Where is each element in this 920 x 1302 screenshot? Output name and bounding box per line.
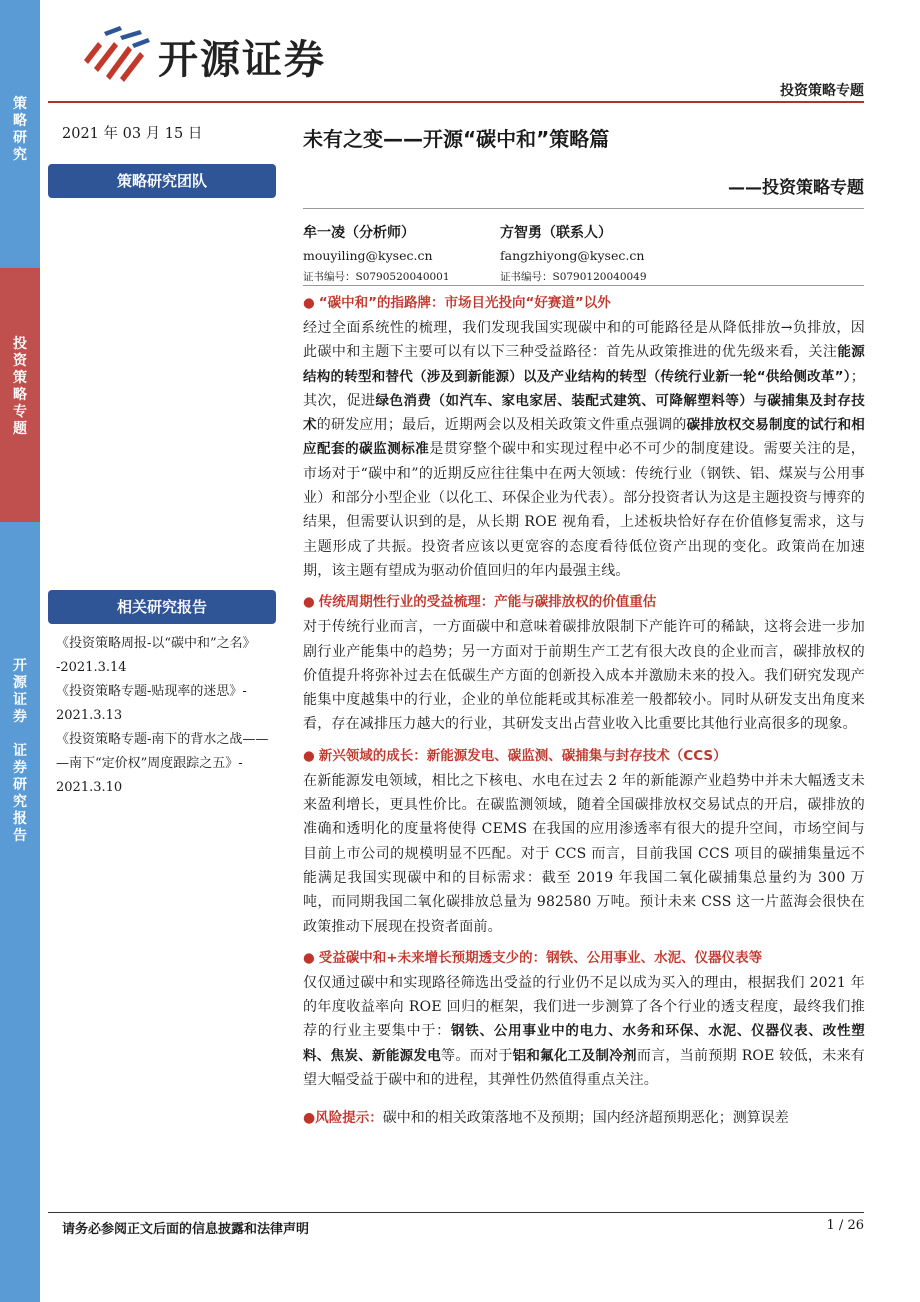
author-name: 方智勇（联系人） (500, 225, 612, 241)
related-reports-banner: 相关研究报告 (48, 590, 276, 624)
header-category: 投资策略专题 (780, 83, 864, 99)
sidebar-char: 开 (13, 658, 27, 674)
risk-text: 碳中和的相关政策落地不及预期；国内经济超预期恶化；测算误差 (382, 1110, 789, 1127)
related-report-item: 2021.3.13 (56, 708, 123, 723)
author-divider (303, 285, 864, 286)
section-paragraph: 对于传统行业而言，一方面碳中和意味着碳排放限制下产能许可的稀缺，这将会进一步加剧行业产能集中的趋势；另一方面对于前期生产工艺有很大改良的企业而言，碳排放权的价值提升将弥补过去在低碳生产方面的创新投入成本并激励未来的投入。我们研究发现产能集中度越集中的行业，企业的单位能耗或其标准差一般都较小。同时从研发支出角度来看，存在减排压力越大的行业，其研发支出占营业收入比重要比其他行业高很多的现象。 (303, 619, 865, 733)
bullet-icon: ● (303, 747, 315, 764)
risk-label: 风险提示： (315, 1110, 383, 1127)
header-divider (48, 101, 864, 103)
related-report-item[interactable]: 《投资策略周报-以“碳中和”之名》 (56, 636, 256, 651)
emphasis-text: 绿色消费（如汽车、家电家居、装配式建筑、可降解塑料等）与碳捕集及封存技术 (303, 392, 866, 434)
sidebar-char: 策 (13, 96, 27, 112)
sidebar-bottom-label (0, 658, 40, 845)
report-title: 未有之变——开源“碳中和”策略篇 (303, 127, 610, 151)
section-paragraph: 在新能源发电领域，相比之下核电、水电在过去 2 年的新能源产业趋势中并未大幅透支未来盈利增长，更具性价比。在碳监测领域，随着全国碳排放权交易试点的开启，碳排放的准确和透明化的度量将使得 CEMS 在我国的应用渗透率有很大的提升空间，市场空间与目前上市公司的规模明显不匹配。对于 CCS 而言，目前我国 CCS 项目的碳捕集量远不能满足我国实现碳中和的目标需求：截至 2019 年我国二氧化碳捕集总量约为 300 万吨，而同期我国二氧化碳排放总量为 982580 万吨。预计未来 CSS 这一片蓝海会很快在政策推动下展现在投资者面前。 (303, 772, 865, 935)
emphasis-text: 碳排放权交易制度的试行和相应配套的碳监测标准 (303, 417, 865, 458)
sidebar-char: 专 (13, 404, 27, 420)
emphasis-text: 铝和氟化工及制冷剂 (512, 1047, 637, 1064)
author-email[interactable]: mouyiling@kysec.cn (303, 248, 433, 263)
sidebar-char: 投 (13, 336, 27, 352)
sidebar-char: 资 (13, 353, 27, 369)
sidebar-char: 题 (13, 421, 27, 437)
section-paragraph: 仅仅通过碳中和实现路径筛选出受益的行业仍不足以成为买入的理由，根据我们 2021 年的年度收益率向 ROE 回归的框架，我们进一步测算了各个行业的透支程度，最终我们推荐的行业主要集中于：钢铁、公用事业中的电力、水务和环保、水泥、仪器仪表、改性塑料、焦炭、新能源发电等。而对于铝和氟化工及制冷剂而言，当前预期 ROE 较低，未来有望大幅受益于碳中和的进程，其弹性仍然值得重点关注。 (303, 974, 866, 1089)
report-body (303, 290, 865, 1130)
footer-divider (48, 1212, 864, 1213)
related-reports-list (56, 632, 284, 800)
section-heading: ● 新兴领域的成长：新能源发电、碳监测、碳捕集与封存技术（CCS） (303, 747, 727, 764)
author-email[interactable]: fangzhiyong@kysec.cn (500, 248, 645, 263)
page-number: 1 / 26 (826, 1218, 864, 1233)
bullet-icon: ● (303, 949, 315, 966)
summary-section (303, 945, 865, 1092)
section-heading: ● “碳中和”的指路牌：市场目光投向“好赛道”以外 (303, 295, 611, 311)
emphasis-text: 钢铁、公用事业中的电力、水务和环保、水泥、仪器仪表、改性塑料、焦炭、新能源发电 (303, 1023, 866, 1064)
sidebar-char: 源 (13, 675, 27, 691)
sidebar-char: 告 (13, 828, 27, 844)
related-report-item: 2021.3.10 (56, 780, 123, 795)
section-heading: ● 传统周期性行业的受益梳理：产能与碳排放权的价值重估 (303, 594, 657, 611)
summary-section (303, 589, 865, 736)
author-name: 牟一凌（分析师） (303, 225, 415, 241)
sidebar-char: 究 (13, 147, 27, 163)
sidebar-char: 券 (13, 709, 27, 725)
sidebar-char: 报 (13, 811, 27, 827)
sidebar-char: 证 (13, 692, 27, 708)
sidebar-middle-label (0, 336, 40, 438)
sidebar-char (0, 726, 40, 743)
sidebar-char: 略 (13, 113, 27, 129)
team-banner: 策略研究团队 (48, 164, 276, 198)
bullet-icon: ● (303, 594, 315, 611)
author-cert: 证书编号：S0790120040049 (500, 271, 647, 283)
bullet-icon: ● (303, 295, 315, 311)
related-report-item[interactable]: 《投资策略专题-贴现率的迷思》- (56, 684, 247, 699)
title-divider (303, 208, 864, 209)
sidebar-char: 证 (13, 743, 27, 759)
related-report-item[interactable]: 《投资策略专题-南下的背水之战—— (56, 732, 269, 747)
footer-disclaimer[interactable]: 请务必参阅正文后面的信息披露和法律声明 (62, 1222, 310, 1237)
risk-notice (303, 1106, 865, 1130)
brand-logo (80, 22, 370, 84)
brand-logo-mark-icon (80, 22, 152, 84)
author-cert: 证书编号：S0790520040001 (303, 271, 450, 283)
sidebar-char: 略 (13, 387, 27, 403)
section-paragraph: 经过全面系统性的梳理，我们发现我国实现碳中和的可能路径是从降低排放→负排放，因此碳中和主题下主要可以有以下三种受益路径：首先从政策推进的优先级来看，关注能源结构的转型和替代（涉及到新能源）以及产业结构的转型（传统行业新一轮“供给侧改革”）；其次，促进绿色消费（如汽车、家电家居、装配式建筑、可降解塑料等）与碳捕集及封存技术的研发应用；最后，近期两会以及相关政策文件重点强调的碳排放权交易制度的试行和相应配套的碳监测标准是贯穿整个碳中和实现过程中必不可少的制度建设。需要关注的是，市场对于“碳中和”的近期反应往往集中在两大领域：传统行业（钢铁、铝、煤炭与公用事业）和部分小型企业（以化工、环保企业为代表）。部分投资者认为这是主题投资与博弈的结果，但需要认识到的是，从长期 ROE 视角看，上述板块恰好存在价值修复需求，这与主题形成了共振。投资者应该以更宽容的态度看待低位资产出现的变化。政策尚在加速期，该主题有望成为驱动价值回归的年内最强主线。 (303, 320, 866, 579)
brand-name: 开源证券 (158, 37, 326, 83)
author-block (500, 222, 647, 284)
sidebar-char: 研 (13, 130, 27, 146)
report-date: 2021 年 03 月 15 日 (62, 126, 203, 142)
related-report-item[interactable]: —南下“定价权”周度跟踪之五》- (56, 756, 243, 771)
summary-section (303, 743, 865, 939)
emphasis-text: 能源结构的转型和替代（涉及到新能源）以及产业结构的转型（传统行业新一轮“供给侧改革”） (303, 344, 865, 385)
related-report-item: -2021.3.14 (56, 660, 127, 675)
summary-section (303, 290, 865, 583)
sidebar-char: 券 (13, 760, 27, 776)
sidebar-char: 研 (13, 777, 27, 793)
sidebar-char: 策 (13, 370, 27, 386)
sidebar-bottom-block (0, 522, 40, 1302)
report-subtitle: ——投资策略专题 (728, 178, 864, 198)
left-sidebar (0, 0, 40, 1302)
bullet-icon: ● (303, 1110, 316, 1127)
author-block (303, 222, 450, 284)
sidebar-char: 究 (13, 794, 27, 810)
section-heading: ● 受益碳中和+未来增长预期透支少的：钢铁、公用事业、水泥、仪器仪表等 (303, 949, 763, 966)
sidebar-top-label (0, 96, 40, 164)
